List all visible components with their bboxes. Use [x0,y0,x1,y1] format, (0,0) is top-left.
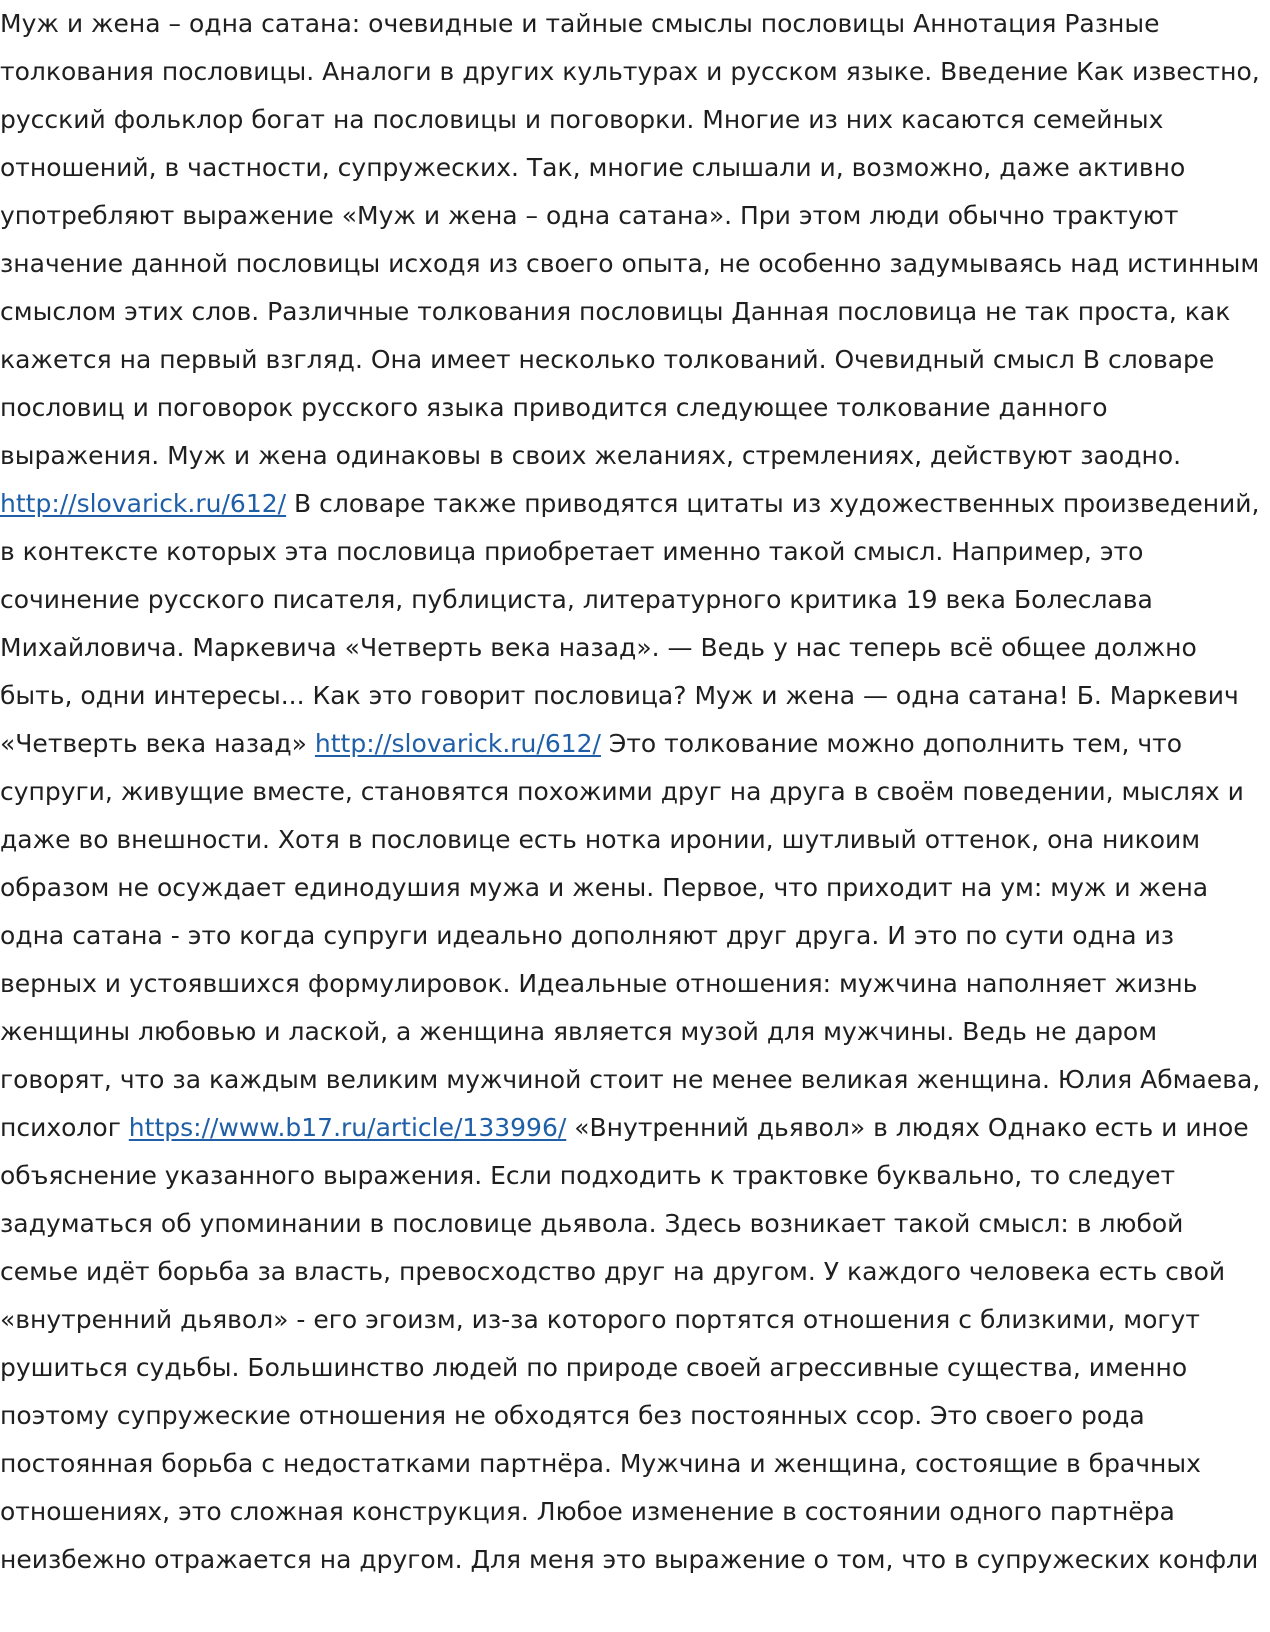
text-segment-3: Это толкование можно дополнить тем, что супруги, живущие вместе, становятся похожими друг на друга в своём поведении, мыслях и даже во внешности. Хотя в пословице есть нотка иронии, шутливый оттенок, она никоим образом не осуждает единодушия мужа и жены. Первое, что приходит на ум: муж и жена одна сатана - это когда супруги идеально дополняют друг друга. И это по сути одна из верных и устоявшихся формулировок. Идеальные отношения: мужчина наполняет жизнь женщины любовью и лаской, а женщина является музой для мужчины. Ведь не даром говорят, что за каждым великим мужчиной стоит не менее великая женщина. Юлия Абмаева, психолог [0,729,1261,1142]
link-b17[interactable]: https://www.b17.ru/article/133996/ [128,1113,567,1142]
link-slovarick-1[interactable]: http://slovarick.ru/612/ [0,489,287,518]
link-slovarick-2[interactable]: http://slovarick.ru/612/ [314,729,601,758]
text-segment-1: Муж и жена – одна сатана: очевидные и тайные смыслы пословицы Аннотация Разные толкования пословицы. Аналоги в других культурах и русском языке. Введение Как известно, русский фольклор богат на пословицы и поговорки. Многие из них касаются семейных отношений, в частности, супружеских. Так, многие слышали и, возможно, даже активно употребляют выражение «Муж и жена – одна сатана». При этом люди обычно трактуют значение данной пословицы исходя из своего опыта, не особенно задумываясь над истинным смыслом этих слов. Различные толкования пословицы Данная пословица не так проста, как кажется на первый взгляд. Она имеет несколько толкований. Очевидный смысл В словаре пословиц и поговорок русского языка приводится следующее толкование данного выражения. Муж и жена одинаковы в своих желаниях, стремлениях, действуют заодно. [0,9,1260,470]
text-segment-2: В словаре также приводятся цитаты из художественных произведений, в контексте которых эта пословица приобретает именно такой смысл. Например, это сочинение русского писателя, публициста, литературного критика 19 века Болеслава Михайловича. Маркевича «Четверть века назад». — Ведь у нас теперь всё общее должно быть, одни интересы... Как это говорит пословица? Муж и жена — одна сатана! Б. Маркевич «Четверть века назад» [0,489,1260,758]
text-segment-4: «Внутренний дьявол» в людях Однако есть и иное объяснение указанного выражения. Если подходить к трактовке буквально, то следует задуматься об упоминании в пословице дьявола. Здесь возникает такой смысл: в любой семье идёт борьба за власть, превосходство друг на другом. У каждого человека есть свой «внутренний дьявол» - его эгоизм, из-за которого портятся отношения с близкими, могут рушиться судьбы. Большинство людей по природе своей агрессивные существа, именно поэтому супружеские отношения не обходятся без постоянных ссор. Это своего рода постоянная борьба с недостатками партнёра. Мужчина и женщина, состоящие в брачных отношениях, это сложная конструкция. Любое изменение в состоянии одного партнёра неизбежно отражается на другом. Для меня это выражение о том, что в супружеских конфли [0,1113,1259,1574]
